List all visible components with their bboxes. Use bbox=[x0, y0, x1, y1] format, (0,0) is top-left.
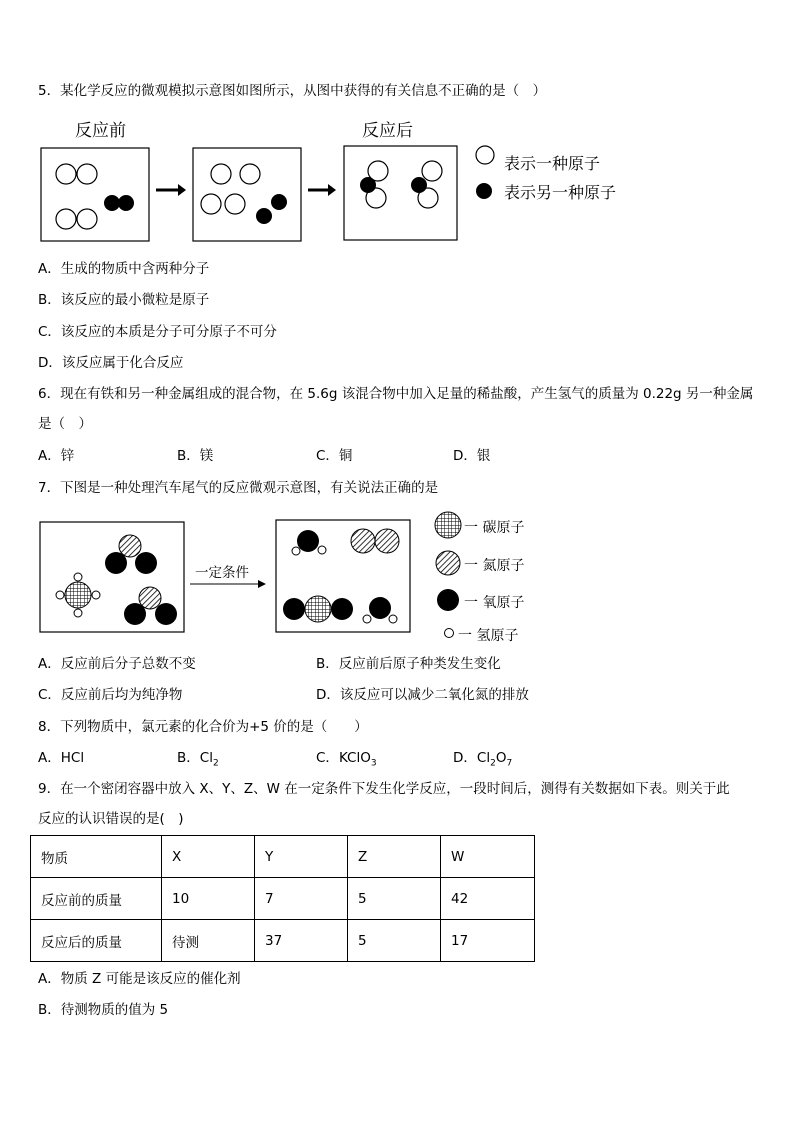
table-header-row bbox=[31, 836, 535, 878]
oxygen-atom bbox=[124, 603, 146, 625]
hydrogen-atom bbox=[92, 591, 100, 599]
hydrogen-atom bbox=[363, 615, 371, 623]
q5-label-after: 反应后 bbox=[362, 121, 413, 141]
q8-stem: 8．下列物质中，氯元素的化合价为+5 价的是（ ） bbox=[38, 719, 368, 735]
hydrogen-atom bbox=[74, 573, 82, 581]
black-atom bbox=[271, 194, 287, 210]
table-cell: 42 bbox=[441, 878, 535, 920]
q7-legend-nitrogen: 一 氮原子 bbox=[464, 558, 525, 574]
black-atom bbox=[118, 195, 134, 211]
legend-white-atom-icon bbox=[476, 146, 494, 164]
q6-stem-line1: 6．现在有铁和另一种金属组成的混合物，在 5.6g 该混合物中加入足量的稀盐酸，产生氢气的质量为 0.22g 另一种金属 bbox=[38, 386, 754, 402]
q7-option-c: C．反应前后均为纯净物 bbox=[38, 687, 183, 703]
legend-nitrogen-icon bbox=[436, 551, 460, 575]
q7-option-b: B．反应前后原子种类发生变化 bbox=[316, 656, 501, 672]
table-row bbox=[31, 920, 535, 962]
table-cell: 5 bbox=[348, 878, 441, 920]
q7-condition: 一定条件 bbox=[195, 565, 249, 581]
hydrogen-atom bbox=[56, 591, 64, 599]
q5-option-d: D．该反应属于化合反应 bbox=[38, 355, 184, 371]
q7-option-a: A．反应前后分子总数不变 bbox=[38, 656, 196, 672]
hydrogen-atom bbox=[292, 547, 300, 555]
table-header-cell: X bbox=[162, 836, 255, 878]
nitrogen-atom bbox=[119, 535, 141, 557]
q6-option-d: D．银 bbox=[453, 448, 491, 464]
legend-oxygen-icon bbox=[437, 589, 459, 611]
q9-stem-line2: 反应的认识错误的是( ) bbox=[38, 811, 184, 827]
white-atom bbox=[77, 209, 97, 229]
legend-carbon-icon bbox=[435, 512, 461, 538]
q9-table bbox=[30, 835, 535, 962]
nitrogen-atom bbox=[375, 529, 399, 553]
q5-label-before: 反应前 bbox=[75, 121, 126, 141]
q5-option-b: B．该反应的最小微粒是原子 bbox=[38, 292, 210, 308]
q6-option-b: B．镁 bbox=[177, 448, 214, 464]
table-cell: 10 bbox=[162, 878, 255, 920]
q6-option-c: C．铜 bbox=[316, 448, 353, 464]
white-atom bbox=[56, 209, 76, 229]
q8-option-b: B．$Cl_2$ bbox=[177, 750, 219, 769]
q8-option-a: A．HCl bbox=[38, 750, 85, 766]
q8-option-c: C．KClO$_3$ bbox=[316, 750, 377, 769]
oxygen-atom bbox=[105, 552, 127, 574]
q5-box-before bbox=[41, 148, 149, 241]
nitrogen-atom bbox=[139, 587, 161, 609]
q6-stem-line2: 是（ ） bbox=[38, 416, 92, 432]
hydrogen-atom bbox=[318, 546, 326, 554]
table-cell: 5 bbox=[348, 920, 441, 962]
q5-option-c: C．该反应的本质是分子可分原子不可分 bbox=[38, 324, 277, 340]
table-header-cell: 物质 bbox=[31, 836, 162, 878]
white-atom bbox=[77, 164, 97, 184]
nitrogen-atom bbox=[351, 529, 375, 553]
white-atom bbox=[211, 164, 231, 184]
white-atom bbox=[240, 164, 260, 184]
q5-legend-black: 表示另一种原子 bbox=[504, 183, 617, 202]
q9-option-b: B．待测物质的值为 5 bbox=[38, 1002, 169, 1018]
q7-arrow-head bbox=[258, 580, 266, 588]
black-atom bbox=[104, 195, 120, 211]
hydrogen-atom bbox=[74, 609, 82, 617]
table-row bbox=[31, 878, 535, 920]
q7-legend-oxygen: 一 氧原子 bbox=[464, 595, 525, 611]
oxygen-atom bbox=[135, 552, 157, 574]
legend-black-atom-icon bbox=[476, 183, 492, 199]
white-atom bbox=[225, 194, 245, 214]
oxygen-atom bbox=[331, 598, 353, 620]
oxygen-atom bbox=[369, 597, 391, 619]
q9-stem-line1: 9．在一个密闭容器中放入 X、Y、Z、W 在一定条件下发生化学反应，一段时间后，测得有关数据如下表。则关于此 bbox=[38, 781, 730, 797]
oxygen-atom bbox=[297, 530, 319, 552]
table-cell: 反应后的质量 bbox=[31, 920, 162, 962]
legend-hydrogen-icon bbox=[445, 629, 454, 638]
oxygen-atom bbox=[155, 603, 177, 625]
white-atom bbox=[422, 161, 442, 181]
q8-option-d: D．$Cl_2O_7$ bbox=[453, 750, 513, 769]
table-header-cell: Y bbox=[255, 836, 348, 878]
table-header-cell: Z bbox=[348, 836, 441, 878]
q6-option-a: A．锌 bbox=[38, 448, 75, 464]
q9-option-a: A．物质 Z 可能是该反应的催化剂 bbox=[38, 971, 241, 987]
black-atom bbox=[411, 177, 427, 193]
table-cell: 7 bbox=[255, 878, 348, 920]
q7-stem: 7．下图是一种处理汽车尾气的反应微观示意图，有关说法正确的是 bbox=[38, 480, 439, 496]
q7-legend-carbon: 一 碳原子 bbox=[464, 520, 525, 536]
table-cell: 待测 bbox=[162, 920, 255, 962]
q7-option-d: D．该反应可以减少二氧化氮的排放 bbox=[316, 687, 529, 703]
arrow-1-head bbox=[178, 184, 186, 196]
table-cell: 17 bbox=[441, 920, 535, 962]
black-atom bbox=[360, 177, 376, 193]
q5-option-a: A．生成的物质中含两种分子 bbox=[38, 261, 210, 277]
white-atom bbox=[201, 194, 221, 214]
black-atom bbox=[256, 208, 272, 224]
hydrogen-atom bbox=[389, 615, 397, 623]
q5-stem: 5．某化学反应的微观模拟示意图如图所示，从图中获得的有关信息不正确的是（ ） bbox=[38, 83, 547, 99]
carbon-atom bbox=[65, 582, 91, 608]
white-atom bbox=[56, 164, 76, 184]
q5-box-after bbox=[344, 146, 457, 240]
oxygen-atom bbox=[283, 598, 305, 620]
carbon-atom bbox=[305, 596, 331, 622]
q7-legend-hydrogen: 一 氢原子 bbox=[458, 628, 519, 644]
table-cell: 37 bbox=[255, 920, 348, 962]
table-header-cell: W bbox=[441, 836, 535, 878]
arrow-2-head bbox=[328, 184, 336, 196]
table-cell: 反应前的质量 bbox=[31, 878, 162, 920]
q5-legend-white: 表示一种原子 bbox=[504, 154, 601, 173]
